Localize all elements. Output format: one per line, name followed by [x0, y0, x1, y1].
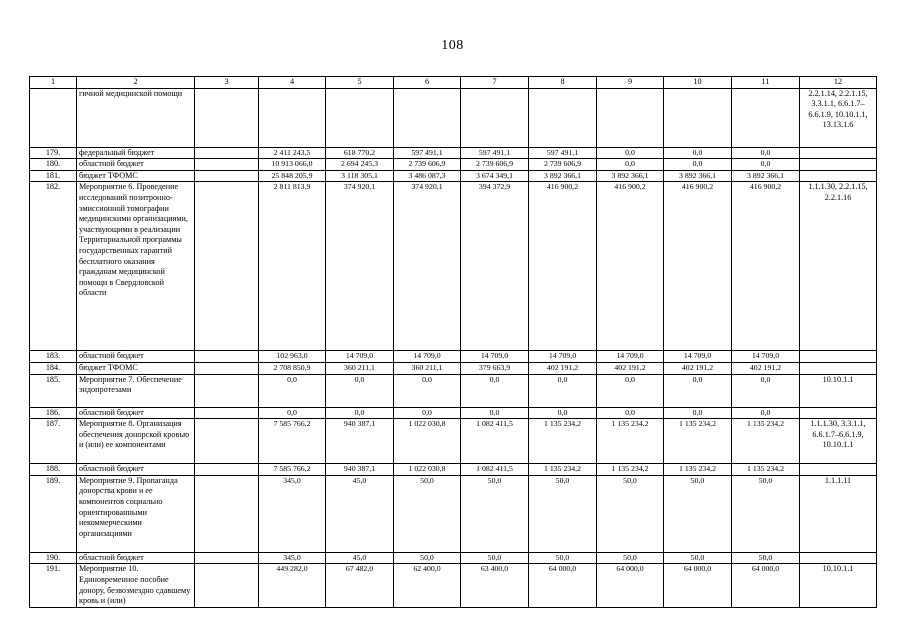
- cell-col6: 0,0: [394, 407, 461, 419]
- row-name: Мероприятие 10. Единовременное пособие донору, безвозмездно сдавшему кровь и (или): [77, 564, 195, 607]
- cell-col5: 67 482,0: [326, 564, 394, 607]
- table-row: [30, 170, 877, 182]
- cell-col10: 14 709,0: [664, 351, 732, 363]
- row-name: Мероприятие 6. Проведение исследований позитронно-эмиссионной томографии медицинскими организациями, участвующими в реализации Территориальной программы государственных гарантий бесплатного оказания гражданам медицинской помощи в Свердловской области: [77, 182, 195, 351]
- row-targets: 1.1.1.11: [800, 475, 877, 552]
- row-targets: 2.2.1.14, 2.2.1.15, 3.3.1.1, 6.6.1.7–6.6.1.9, 10.10.1.1, 13.13.1.6: [800, 88, 877, 147]
- row-name: Мероприятие 7. Обеспечение эндопротезами: [77, 374, 195, 407]
- cell-col8: 3 892 366,1: [529, 170, 597, 182]
- row-number: 191.: [30, 564, 77, 607]
- cell-col7: 394 372,9: [461, 182, 529, 351]
- row-name: бюджет ТФОМС: [77, 362, 195, 374]
- cell-col11: 14 709,0: [732, 351, 800, 363]
- row-number: 189.: [30, 475, 77, 552]
- page-number: 108: [441, 38, 464, 53]
- cell-col6: 1 022 030,8: [394, 419, 461, 464]
- cell-col9: 50,0: [597, 552, 664, 564]
- row-targets: [800, 170, 877, 182]
- cell-col7: [461, 88, 529, 147]
- cell-col6: 62 400,0: [394, 564, 461, 607]
- table-row: [30, 88, 877, 147]
- cell-col5: 0,0: [326, 374, 394, 407]
- row-number: 186.: [30, 407, 77, 419]
- row-targets: 1.1.1.30, 2.2.1.15, 2.2.1.16: [800, 182, 877, 351]
- cell-col11: 50,0: [732, 475, 800, 552]
- row-name: областной бюджет: [77, 552, 195, 564]
- row-name: гичной медицинской помощи: [77, 88, 195, 147]
- row-targets: [800, 362, 877, 374]
- cell-col10: 64 000,0: [664, 564, 732, 607]
- cell-col4: 102 963,0: [259, 351, 326, 363]
- cell-col8: 64 000,0: [529, 564, 597, 607]
- table-body: [30, 88, 877, 607]
- cell-col3: [195, 170, 259, 182]
- cell-col5: 618 770,2: [326, 147, 394, 159]
- row-targets: [800, 407, 877, 419]
- row-targets: [800, 464, 877, 476]
- cell-col4: 345,0: [259, 552, 326, 564]
- cell-col4: 345,0: [259, 475, 326, 552]
- cell-col7: 1 082 411,5: [461, 464, 529, 476]
- cell-col7: 14 709,0: [461, 351, 529, 363]
- cell-col9: 1 135 234,2: [597, 419, 664, 464]
- cell-col3: [195, 552, 259, 564]
- row-name: областной бюджет: [77, 464, 195, 476]
- cell-col8: [529, 88, 597, 147]
- cell-col8: 50,0: [529, 552, 597, 564]
- column-header: 10: [664, 77, 732, 89]
- row-number: 181.: [30, 170, 77, 182]
- cell-col11: 50,0: [732, 552, 800, 564]
- cell-col4: 0,0: [259, 407, 326, 419]
- column-header: 6: [394, 77, 461, 89]
- cell-col9: 1 135 234,2: [597, 464, 664, 476]
- cell-col5: 0,0: [326, 407, 394, 419]
- cell-col9: 402 191,2: [597, 362, 664, 374]
- cell-col8: 14 709,0: [529, 351, 597, 363]
- row-number: [30, 88, 77, 147]
- column-header: 2: [77, 77, 195, 89]
- cell-col5: 374 920,1: [326, 182, 394, 351]
- cell-col9: 0,0: [597, 147, 664, 159]
- cell-col3: [195, 374, 259, 407]
- row-name: федеральный бюджет: [77, 147, 195, 159]
- cell-col6: 360 211,1: [394, 362, 461, 374]
- cell-col9: 0,0: [597, 407, 664, 419]
- cell-col10: 50,0: [664, 475, 732, 552]
- table-row: [30, 374, 877, 407]
- cell-col6: 50,0: [394, 552, 461, 564]
- cell-col7: 1 082 411,5: [461, 419, 529, 464]
- table-row: [30, 564, 877, 607]
- column-header: 11: [732, 77, 800, 89]
- row-name: Мероприятие 9. Пропаганда донорства крови и ее компонентов социально ориентированными некоммерческими организациями: [77, 475, 195, 552]
- cell-col5: 360 211,1: [326, 362, 394, 374]
- cell-col11: 402 191,2: [732, 362, 800, 374]
- cell-col4: 2 811 813,9: [259, 182, 326, 351]
- row-number: 182.: [30, 182, 77, 351]
- cell-col6: 0,0: [394, 374, 461, 407]
- row-number: 183.: [30, 351, 77, 363]
- column-header: 3: [195, 77, 259, 89]
- cell-col4: 0,0: [259, 374, 326, 407]
- cell-col8: 1 135 234,2: [529, 464, 597, 476]
- cell-col5: 940 387,1: [326, 419, 394, 464]
- cell-col9: 50,0: [597, 475, 664, 552]
- row-name: бюджет ТФОМС: [77, 170, 195, 182]
- cell-col7: 2 739 606,9: [461, 159, 529, 171]
- cell-col11: 0,0: [732, 147, 800, 159]
- cell-col6: [394, 88, 461, 147]
- cell-col3: [195, 159, 259, 171]
- cell-col8: 402 191,2: [529, 362, 597, 374]
- cell-col4: [259, 88, 326, 147]
- cell-col11: 0,0: [732, 374, 800, 407]
- cell-col5: 2 694 245,3: [326, 159, 394, 171]
- cell-col7: 597 491,1: [461, 147, 529, 159]
- table-header-row: [30, 77, 877, 89]
- cell-col8: 50,0: [529, 475, 597, 552]
- table-row: [30, 407, 877, 419]
- row-targets: [800, 552, 877, 564]
- cell-col9: [597, 88, 664, 147]
- row-number: 185.: [30, 374, 77, 407]
- cell-col3: [195, 419, 259, 464]
- row-number: 190.: [30, 552, 77, 564]
- table-row: [30, 182, 877, 351]
- row-number: 188.: [30, 464, 77, 476]
- column-header: 8: [529, 77, 597, 89]
- cell-col3: [195, 464, 259, 476]
- cell-col6: 50,0: [394, 475, 461, 552]
- cell-col5: 940 387,1: [326, 464, 394, 476]
- cell-col3: [195, 564, 259, 607]
- cell-col10: 50,0: [664, 552, 732, 564]
- cell-col10: 0,0: [664, 147, 732, 159]
- cell-col3: [195, 147, 259, 159]
- cell-col5: 45,0: [326, 475, 394, 552]
- cell-col6: 1 022 030,8: [394, 464, 461, 476]
- row-targets: [800, 159, 877, 171]
- cell-col5: 14 709,0: [326, 351, 394, 363]
- column-header: 1: [30, 77, 77, 89]
- row-number: 187.: [30, 419, 77, 464]
- cell-col6: 2 739 606,9: [394, 159, 461, 171]
- row-targets: [800, 351, 877, 363]
- cell-col5: 3 118 305,1: [326, 170, 394, 182]
- cell-col5: [326, 88, 394, 147]
- cell-col4: 7 585 766,2: [259, 419, 326, 464]
- cell-col8: 0,0: [529, 374, 597, 407]
- cell-col3: [195, 182, 259, 351]
- row-number: 184.: [30, 362, 77, 374]
- cell-col11: 0,0: [732, 159, 800, 171]
- cell-col6: 3 486 087,3: [394, 170, 461, 182]
- table-row: [30, 351, 877, 363]
- table-row: [30, 419, 877, 464]
- cell-col10: 3 892 366,1: [664, 170, 732, 182]
- cell-col8: 0,0: [529, 407, 597, 419]
- cell-col8: 416 900,2: [529, 182, 597, 351]
- cell-col7: 63 400,0: [461, 564, 529, 607]
- cell-col9: 0,0: [597, 159, 664, 171]
- cell-col9: 64 000,0: [597, 564, 664, 607]
- row-number: 180.: [30, 159, 77, 171]
- table-row: [30, 475, 877, 552]
- table-row: [30, 147, 877, 159]
- cell-col6: 374 920,1: [394, 182, 461, 351]
- cell-col5: 45,0: [326, 552, 394, 564]
- cell-col7: 379 663,9: [461, 362, 529, 374]
- row-targets: 1.1.1.30, 3.3.1.1, 6.6.1.7–6.6.1.9, 10.10.1.1: [800, 419, 877, 464]
- row-name: Мероприятие 8. Организация обеспечения донорской кровью и (или) ее компонентами: [77, 419, 195, 464]
- cell-col7: 50,0: [461, 552, 529, 564]
- cell-col10: 416 900,2: [664, 182, 732, 351]
- cell-col10: 0,0: [664, 159, 732, 171]
- row-name: областной бюджет: [77, 159, 195, 171]
- cell-col3: [195, 362, 259, 374]
- cell-col3: [195, 475, 259, 552]
- cell-col10: 0,0: [664, 407, 732, 419]
- cell-col4: 25 848 205,9: [259, 170, 326, 182]
- cell-col11: 0,0: [732, 407, 800, 419]
- cell-col10: 0,0: [664, 374, 732, 407]
- row-number: 179.: [30, 147, 77, 159]
- cell-col11: 1 135 234,2: [732, 464, 800, 476]
- cell-col7: 50,0: [461, 475, 529, 552]
- column-header: 5: [326, 77, 394, 89]
- column-header: 7: [461, 77, 529, 89]
- cell-col3: [195, 351, 259, 363]
- cell-col4: 2 708 850,9: [259, 362, 326, 374]
- cell-col6: 14 709,0: [394, 351, 461, 363]
- cell-col11: [732, 88, 800, 147]
- row-name: областной бюджет: [77, 351, 195, 363]
- cell-col9: 14 709,0: [597, 351, 664, 363]
- row-targets: 10.10.1.1: [800, 564, 877, 607]
- cell-col8: 597 491,1: [529, 147, 597, 159]
- cell-col10: [664, 88, 732, 147]
- cell-col4: 10 913 066,0: [259, 159, 326, 171]
- cell-col10: 1 135 234,2: [664, 464, 732, 476]
- column-header: 12: [800, 77, 877, 89]
- cell-col9: 3 892 366,1: [597, 170, 664, 182]
- cell-col4: 7 585 766,2: [259, 464, 326, 476]
- cell-col7: 0,0: [461, 407, 529, 419]
- cell-col4: 2 411 243,5: [259, 147, 326, 159]
- row-targets: 10.10.1.1: [800, 374, 877, 407]
- column-header: 9: [597, 77, 664, 89]
- cell-col9: 416 900,2: [597, 182, 664, 351]
- cell-col11: 1 135 234,2: [732, 419, 800, 464]
- cell-col7: 3 674 349,1: [461, 170, 529, 182]
- cell-col7: 0,0: [461, 374, 529, 407]
- table-row: [30, 464, 877, 476]
- cell-col11: 416 900,2: [732, 182, 800, 351]
- table-row: [30, 552, 877, 564]
- cell-col11: 3 892 366,1: [732, 170, 800, 182]
- table-row: [30, 362, 877, 374]
- cell-col3: [195, 88, 259, 147]
- cell-col10: 402 191,2: [664, 362, 732, 374]
- cell-col3: [195, 407, 259, 419]
- budget-table: [29, 76, 877, 608]
- cell-col11: 64 000,0: [732, 564, 800, 607]
- cell-col6: 597 491,1: [394, 147, 461, 159]
- table-row: [30, 159, 877, 171]
- cell-col9: 0,0: [597, 374, 664, 407]
- cell-col8: 2 739 606,9: [529, 159, 597, 171]
- cell-col8: 1 135 234,2: [529, 419, 597, 464]
- column-header: 4: [259, 77, 326, 89]
- row-name: областной бюджет: [77, 407, 195, 419]
- cell-col4: 449 282,0: [259, 564, 326, 607]
- row-targets: [800, 147, 877, 159]
- cell-col10: 1 135 234,2: [664, 419, 732, 464]
